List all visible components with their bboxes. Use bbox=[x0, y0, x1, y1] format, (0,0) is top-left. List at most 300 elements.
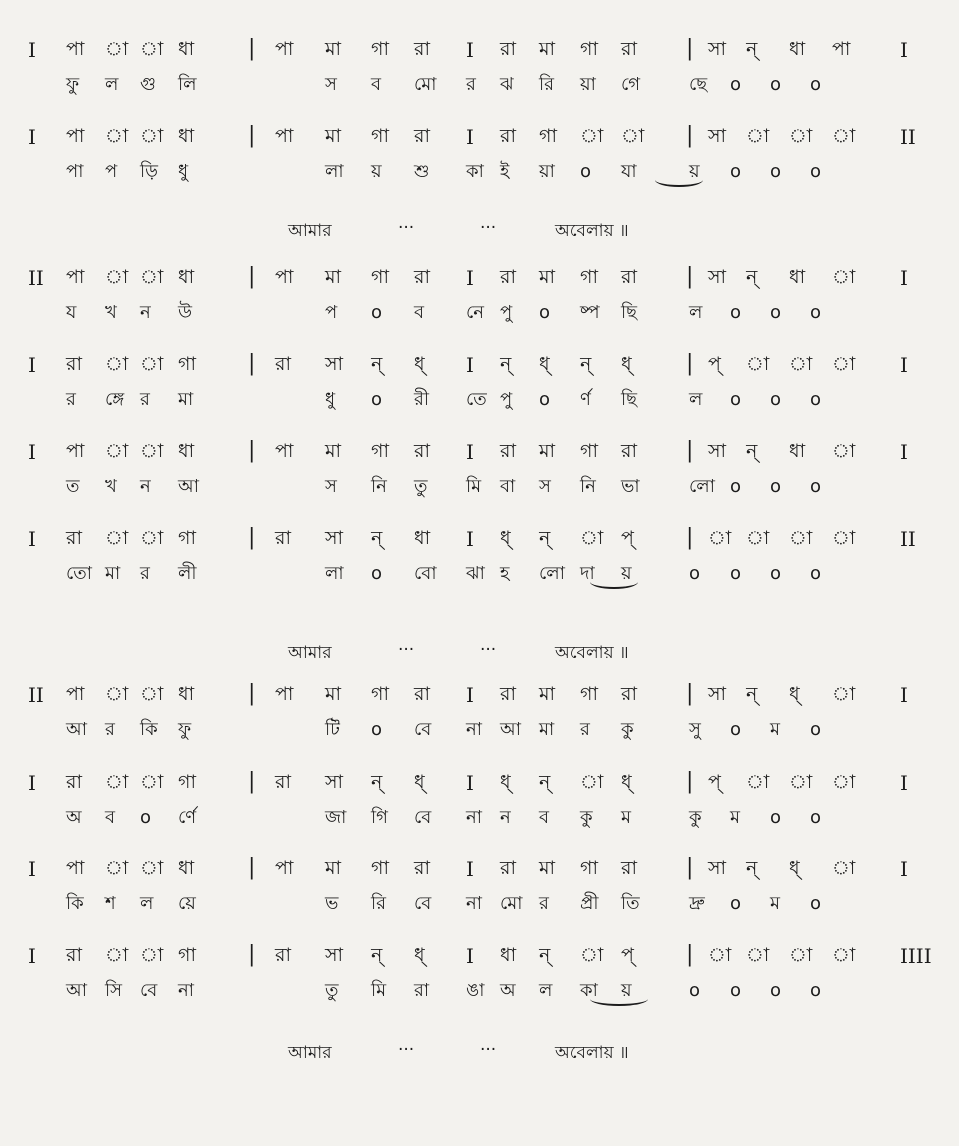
swara-note: া bbox=[105, 771, 129, 793]
lyric-syllable: o bbox=[539, 302, 551, 323]
bar-line: | bbox=[248, 438, 256, 463]
lyric-syllable: মা bbox=[105, 563, 121, 584]
lyric-syllable: না bbox=[466, 893, 482, 914]
swara-note: রা bbox=[621, 440, 637, 462]
swara-note: ধা bbox=[178, 440, 195, 462]
swara-note: ধা bbox=[178, 857, 195, 879]
lyric-syllable: র bbox=[66, 389, 76, 410]
notation-line bbox=[0, 349, 959, 410]
bar-line: | bbox=[686, 123, 694, 148]
lyric-syllable: ন bbox=[140, 476, 151, 497]
refrain-dots1: ··· bbox=[398, 640, 415, 660]
swara-note: া bbox=[708, 527, 732, 549]
swara-note: মা bbox=[325, 266, 342, 288]
section-mark: II bbox=[28, 683, 44, 707]
lyric-syllable: o bbox=[730, 476, 742, 497]
lyric-syllable: মো bbox=[500, 893, 523, 914]
bar-line: | bbox=[248, 681, 256, 706]
swara-note: প্ bbox=[621, 944, 634, 966]
swara-note: া bbox=[580, 527, 604, 549]
lyric-syllable: o bbox=[730, 74, 742, 95]
lyric-syllable: ল bbox=[140, 893, 154, 914]
lyric-syllable: রি bbox=[539, 74, 555, 95]
lyric-syllable: o bbox=[810, 74, 822, 95]
lyric-syllable: তি bbox=[621, 893, 640, 914]
swara-note: ধা bbox=[789, 440, 806, 462]
lyric-syllable: o bbox=[770, 161, 782, 182]
lyric-syllable: খ bbox=[105, 476, 117, 497]
swara-note: া bbox=[621, 125, 645, 147]
lyric-syllable: বে bbox=[140, 980, 158, 1001]
lyric-syllable: o bbox=[770, 980, 782, 1001]
swara-note: প্ bbox=[708, 353, 721, 375]
lyric-syllable: লা bbox=[325, 161, 344, 182]
swara-note: রা bbox=[621, 683, 637, 705]
lyric-syllable: লা bbox=[325, 563, 344, 584]
lyric-syllable: য় bbox=[621, 980, 632, 1001]
lyric-syllable: o bbox=[140, 807, 152, 828]
swara-note: মা bbox=[539, 440, 556, 462]
lyric-syllable: মি bbox=[371, 980, 387, 1001]
lyric-syllable: না bbox=[466, 807, 482, 828]
lyric-syllable: ঙ্গে bbox=[105, 389, 125, 410]
swara-note: মা bbox=[325, 857, 342, 879]
swara-note: পা bbox=[832, 38, 851, 60]
swara-note: ধা bbox=[789, 38, 806, 60]
refrain-end: অবেলায় ॥ bbox=[555, 643, 629, 663]
swara-note: া bbox=[105, 857, 129, 879]
swara-note: মা bbox=[325, 38, 342, 60]
swara-note: ধা bbox=[500, 944, 517, 966]
swara-note: ধ্ bbox=[621, 353, 632, 375]
swara-note: গা bbox=[371, 440, 389, 462]
lyric-syllable: তু bbox=[414, 476, 428, 497]
swara-note: গা bbox=[580, 683, 598, 705]
bar-line: | bbox=[686, 438, 694, 463]
lyric-syllable: o bbox=[810, 476, 822, 497]
section-mark: I bbox=[466, 125, 474, 149]
swara-note: রা bbox=[500, 857, 516, 879]
swara-note: সা bbox=[708, 266, 727, 288]
lyric-syllable: o bbox=[770, 74, 782, 95]
swara-note: া bbox=[746, 353, 770, 375]
section-mark: I bbox=[28, 527, 36, 551]
section-mark: I bbox=[900, 353, 908, 377]
lyric-syllable: নি bbox=[580, 476, 596, 497]
swara-note: রা bbox=[66, 527, 82, 549]
lyric-syllable: ভা bbox=[621, 476, 640, 497]
swara-note: গা bbox=[178, 771, 196, 793]
lyric-syllable: মি bbox=[466, 476, 482, 497]
swara-note: া bbox=[789, 771, 813, 793]
section-mark: I bbox=[900, 38, 908, 62]
swara-note: া bbox=[832, 771, 856, 793]
swara-note: রা bbox=[500, 440, 516, 462]
swara-note: পা bbox=[275, 125, 294, 147]
swara-note: ধা bbox=[178, 125, 195, 147]
swara-note: া bbox=[832, 266, 856, 288]
bar-line: | bbox=[248, 942, 256, 967]
lyric-syllable: o bbox=[371, 719, 383, 740]
section-mark: I bbox=[900, 266, 908, 290]
section-mark: II bbox=[900, 527, 916, 551]
swara-note: সা bbox=[708, 440, 727, 462]
lyric-syllable: o bbox=[770, 302, 782, 323]
lyric-syllable: ছে bbox=[689, 74, 708, 95]
lyric-syllable: ভ bbox=[325, 893, 339, 914]
section-mark: I bbox=[900, 771, 908, 795]
swara-note: গা bbox=[178, 527, 196, 549]
swara-note: গা bbox=[371, 683, 389, 705]
slur-mark bbox=[590, 992, 648, 1006]
swara-note: মা bbox=[325, 683, 342, 705]
lyric-syllable: মো bbox=[414, 74, 437, 95]
swara-note: ন্ bbox=[371, 771, 383, 793]
lyric-syllable: ম bbox=[621, 807, 631, 828]
swara-note: া bbox=[580, 771, 604, 793]
lyric-syllable: o bbox=[730, 719, 742, 740]
swara-note: সা bbox=[708, 38, 727, 60]
bar-line: | bbox=[248, 264, 256, 289]
lyric-syllable: সি bbox=[105, 980, 123, 1001]
lyric-syllable: র bbox=[140, 389, 150, 410]
swara-note: মা bbox=[325, 125, 342, 147]
swara-note: সা bbox=[708, 125, 727, 147]
notation-line bbox=[0, 262, 959, 323]
swara-note: গা bbox=[371, 266, 389, 288]
lyric-syllable: য়া bbox=[580, 74, 596, 95]
lyric-syllable: ম bbox=[770, 719, 780, 740]
section-mark: IIII bbox=[900, 944, 932, 968]
swara-note: সা bbox=[708, 683, 727, 705]
swara-note: প্ bbox=[708, 771, 721, 793]
section-mark: I bbox=[28, 38, 36, 62]
lyric-syllable: o bbox=[730, 389, 742, 410]
swara-note: রা bbox=[414, 266, 430, 288]
lyric-syllable: র্ণ bbox=[580, 389, 591, 410]
refrain-end: অবেলায় ॥ bbox=[555, 221, 629, 241]
swara-note: রা bbox=[500, 683, 516, 705]
swara-note: া bbox=[832, 944, 856, 966]
lyric-syllable: o bbox=[730, 161, 742, 182]
lyric-syllable: য়া bbox=[539, 161, 555, 182]
lyric-syllable: হ bbox=[500, 563, 510, 584]
swara-note: রা bbox=[275, 527, 291, 549]
lyric-syllable: কু bbox=[689, 807, 702, 828]
swara-note: রা bbox=[66, 353, 82, 375]
swara-note: মা bbox=[539, 857, 556, 879]
swara-note: া bbox=[140, 857, 164, 879]
swara-note: ন্ bbox=[746, 683, 758, 705]
swara-note: া bbox=[746, 771, 770, 793]
swara-note: ন্ bbox=[746, 38, 758, 60]
swara-note: া bbox=[708, 944, 732, 966]
lyric-syllable: প bbox=[325, 302, 338, 323]
swara-note: রা bbox=[275, 771, 291, 793]
lyric-syllable: দ্রু bbox=[689, 893, 705, 914]
swara-note: া bbox=[746, 527, 770, 549]
lyric-syllable: ছি bbox=[621, 389, 638, 410]
lyric-syllable: বে bbox=[414, 719, 432, 740]
swara-note: সা bbox=[325, 527, 344, 549]
lyric-syllable: o bbox=[770, 807, 782, 828]
swara-note: রা bbox=[621, 38, 637, 60]
lyric-syllable: আ bbox=[178, 476, 199, 497]
section-mark: I bbox=[28, 857, 36, 881]
refrain-start: আমার bbox=[288, 221, 332, 241]
swara-note: া bbox=[105, 353, 129, 375]
lyric-syllable: o bbox=[770, 389, 782, 410]
lyric-syllable: ল bbox=[539, 980, 553, 1001]
swara-note: া bbox=[580, 944, 604, 966]
swara-note: ধ্ bbox=[500, 771, 511, 793]
swara-note: ন্ bbox=[539, 771, 551, 793]
bar-line: | bbox=[686, 525, 694, 550]
lyric-syllable: শু bbox=[414, 161, 430, 182]
refrain-start: আমার bbox=[288, 643, 332, 663]
swara-note: রা bbox=[414, 125, 430, 147]
lyric-syllable: খ bbox=[105, 302, 117, 323]
notation-line bbox=[0, 679, 959, 740]
lyric-syllable: o bbox=[371, 302, 383, 323]
swara-note: া bbox=[105, 266, 129, 288]
swara-note: ন্ bbox=[580, 353, 592, 375]
lyric-syllable: কা bbox=[580, 980, 598, 1001]
section-mark: I bbox=[28, 125, 36, 149]
lyric-syllable: রা bbox=[414, 980, 430, 1001]
lyric-syllable: কু bbox=[621, 719, 634, 740]
lyric-syllable: ধু bbox=[325, 389, 336, 410]
lyric-syllable: উ bbox=[178, 302, 193, 323]
lyric-syllable: ঝা bbox=[466, 563, 485, 584]
swara-note: া bbox=[105, 125, 129, 147]
swara-note: ধ্ bbox=[500, 527, 511, 549]
lyric-syllable: র্ণে bbox=[178, 807, 197, 828]
swara-note: প্ bbox=[621, 527, 634, 549]
swara-note: গা bbox=[178, 353, 196, 375]
swara-note: মা bbox=[325, 440, 342, 462]
swara-note: া bbox=[746, 944, 770, 966]
swara-note: া bbox=[140, 125, 164, 147]
swara-note: রা bbox=[275, 944, 291, 966]
lyric-syllable: ল bbox=[689, 302, 703, 323]
swara-note: ন্ bbox=[746, 857, 758, 879]
lyric-syllable: তো bbox=[66, 563, 93, 584]
lyric-syllable: গু bbox=[140, 74, 156, 95]
lyric-syllable: য় bbox=[371, 161, 382, 182]
swara-note: পা bbox=[275, 440, 294, 462]
swara-note: গা bbox=[371, 38, 389, 60]
swara-note: ধা bbox=[414, 527, 431, 549]
lyric-syllable: পু bbox=[500, 302, 513, 323]
swara-note: া bbox=[140, 353, 164, 375]
swara-note: া bbox=[789, 944, 813, 966]
swara-note: রা bbox=[66, 771, 82, 793]
section-mark: I bbox=[466, 353, 474, 377]
swara-note: গা bbox=[371, 857, 389, 879]
notation-line bbox=[0, 436, 959, 497]
lyric-syllable: য bbox=[66, 302, 77, 323]
bar-line: | bbox=[686, 769, 694, 794]
lyric-syllable: না bbox=[178, 980, 194, 1001]
lyric-syllable: বা bbox=[500, 476, 516, 497]
lyric-syllable: লী bbox=[178, 563, 197, 584]
lyric-syllable: ই bbox=[500, 161, 510, 182]
refrain-dots1: ··· bbox=[398, 1040, 415, 1060]
lyric-syllable: ত bbox=[66, 476, 80, 497]
swara-note: পা bbox=[275, 38, 294, 60]
lyric-syllable: নি bbox=[371, 476, 387, 497]
swara-note: রা bbox=[621, 857, 637, 879]
lyric-syllable: গে bbox=[621, 74, 641, 95]
swara-note: া bbox=[140, 771, 164, 793]
lyric-syllable: শ bbox=[105, 893, 116, 914]
slur-mark bbox=[655, 173, 703, 187]
swara-note: া bbox=[140, 440, 164, 462]
refrain-dots1: ··· bbox=[398, 218, 415, 238]
lyric-syllable: গি bbox=[371, 807, 388, 828]
swara-note: পা bbox=[275, 266, 294, 288]
swara-note: পা bbox=[66, 440, 85, 462]
notation-line bbox=[0, 767, 959, 828]
lyric-syllable: o bbox=[730, 563, 742, 584]
lyric-syllable: o bbox=[810, 719, 822, 740]
lyric-syllable: র bbox=[580, 719, 590, 740]
section-mark: I bbox=[900, 857, 908, 881]
refrain-start: আমার bbox=[288, 1043, 332, 1063]
lyric-syllable: ছি bbox=[621, 302, 638, 323]
lyric-syllable: o bbox=[730, 302, 742, 323]
swara-note: া bbox=[105, 527, 129, 549]
lyric-syllable: য়ে bbox=[178, 893, 196, 914]
swara-note: া bbox=[789, 527, 813, 549]
lyric-syllable: র bbox=[466, 74, 476, 95]
lyric-syllable: স bbox=[325, 476, 337, 497]
lyric-syllable: কা bbox=[466, 161, 484, 182]
swara-note: সা bbox=[325, 353, 344, 375]
lyric-syllable: o bbox=[730, 893, 742, 914]
swara-note: রা bbox=[500, 266, 516, 288]
lyric-syllable: তু bbox=[325, 980, 339, 1001]
lyric-syllable: ন bbox=[140, 302, 151, 323]
swara-note: া bbox=[140, 944, 164, 966]
lyric-syllable: ঙা bbox=[466, 980, 485, 1001]
swara-note: ধ্ bbox=[789, 683, 800, 705]
lyric-syllable: জা bbox=[325, 807, 347, 828]
lyric-syllable: তে bbox=[466, 389, 487, 410]
notation-line bbox=[0, 853, 959, 914]
swara-note: া bbox=[789, 125, 813, 147]
swara-note: ন্ bbox=[539, 527, 551, 549]
lyric-syllable: o bbox=[689, 980, 701, 1001]
lyric-syllable: o bbox=[810, 807, 822, 828]
swara-note: পা bbox=[66, 125, 85, 147]
section-mark: I bbox=[28, 353, 36, 377]
lyric-syllable: লো bbox=[539, 563, 565, 584]
swara-note: া bbox=[105, 944, 129, 966]
section-mark: II bbox=[900, 125, 916, 149]
swara-note: া bbox=[140, 527, 164, 549]
swara-note: পা bbox=[66, 266, 85, 288]
lyric-syllable: অ bbox=[66, 807, 82, 828]
swara-note: া bbox=[832, 353, 856, 375]
lyric-syllable: ফু bbox=[178, 719, 192, 740]
lyric-syllable: প bbox=[105, 161, 118, 182]
lyric-syllable: মা bbox=[539, 719, 555, 740]
lyric-syllable: ব bbox=[371, 74, 382, 95]
lyric-syllable: কি bbox=[140, 719, 158, 740]
swara-note: মা bbox=[539, 266, 556, 288]
slur-mark bbox=[590, 575, 638, 589]
lyric-syllable: বো bbox=[414, 563, 437, 584]
lyric-syllable: o bbox=[810, 980, 822, 1001]
lyric-syllable: আ bbox=[66, 719, 87, 740]
swara-note: মা bbox=[539, 38, 556, 60]
bar-line: | bbox=[686, 942, 694, 967]
refrain-end: অবেলায় ॥ bbox=[555, 1043, 629, 1063]
lyric-syllable: যা bbox=[621, 161, 637, 182]
lyric-syllable: o bbox=[810, 893, 822, 914]
swara-note: ধা bbox=[789, 266, 806, 288]
lyric-syllable: স bbox=[539, 476, 551, 497]
section-mark: I bbox=[466, 266, 474, 290]
lyric-syllable: ল bbox=[105, 74, 119, 95]
lyric-syllable: রি bbox=[371, 893, 387, 914]
notation-line bbox=[0, 940, 959, 1001]
section-mark: I bbox=[28, 944, 36, 968]
lyric-syllable: অ bbox=[500, 980, 516, 1001]
swara-note: ধ্ bbox=[621, 771, 632, 793]
section-mark: I bbox=[900, 683, 908, 707]
lyric-syllable: আ bbox=[66, 980, 87, 1001]
swara-note: ধ্ bbox=[414, 353, 425, 375]
lyric-syllable: আ bbox=[500, 719, 521, 740]
swara-note: ধ্ bbox=[414, 771, 425, 793]
lyric-syllable: স bbox=[325, 74, 337, 95]
section-mark: I bbox=[466, 683, 474, 707]
swara-note: ন্ bbox=[746, 266, 758, 288]
swara-note: ন্ bbox=[371, 944, 383, 966]
lyric-syllable: প্রী bbox=[580, 893, 599, 914]
lyric-syllable: o bbox=[770, 476, 782, 497]
swara-note: ধ্ bbox=[414, 944, 425, 966]
section-mark: I bbox=[466, 771, 474, 795]
lyric-syllable: o bbox=[770, 563, 782, 584]
refrain-dots2: ··· bbox=[480, 1040, 497, 1060]
lyric-syllable: ড়ি bbox=[140, 161, 158, 182]
lyric-syllable: র bbox=[539, 893, 549, 914]
lyric-syllable: কু bbox=[580, 807, 593, 828]
lyric-syllable: o bbox=[810, 302, 822, 323]
swara-note: গা bbox=[580, 38, 598, 60]
lyric-syllable: পু bbox=[500, 389, 513, 410]
lyric-syllable: ম bbox=[730, 807, 740, 828]
lyric-syllable: লো bbox=[689, 476, 715, 497]
swara-note: রা bbox=[66, 944, 82, 966]
lyric-syllable: ল bbox=[689, 389, 703, 410]
refrain-line bbox=[0, 1040, 959, 1070]
lyric-syllable: o bbox=[810, 389, 822, 410]
swara-note: ধা bbox=[178, 38, 195, 60]
swara-note: গা bbox=[580, 857, 598, 879]
lyric-syllable: o bbox=[730, 980, 742, 1001]
swara-note: গা bbox=[178, 944, 196, 966]
swara-note: গা bbox=[371, 125, 389, 147]
lyric-syllable: বে bbox=[414, 807, 432, 828]
lyric-syllable: লি bbox=[178, 74, 197, 95]
lyric-syllable: রী bbox=[414, 389, 430, 410]
swara-note: ধ্ bbox=[539, 353, 550, 375]
